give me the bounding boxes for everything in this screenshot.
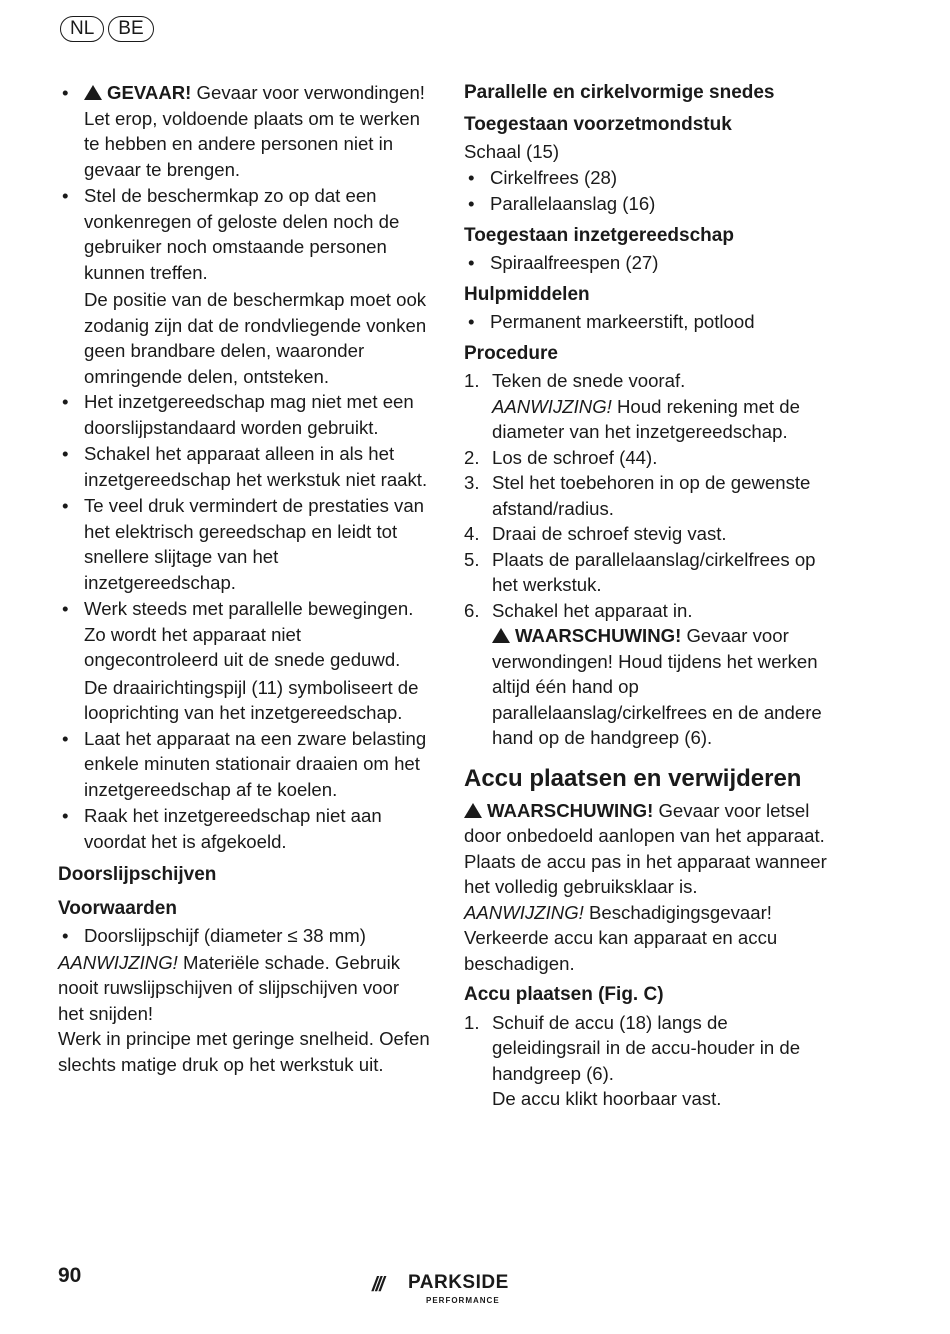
note-text: Beschadigingsgevaar! Verkeerde accu kan apparaat en accu beschadigen. — [464, 901, 778, 974]
step-number: 1. — [464, 1011, 480, 1033]
danger-label: GEVAAR! — [107, 82, 192, 103]
warning-triangle-icon — [492, 628, 510, 643]
heading-parallel: Parallelle en cirkelvormige snedes — [464, 82, 775, 103]
bullet-item — [464, 309, 836, 335]
parkside-logo — [372, 1272, 522, 1308]
logo-sub: PERFORMANCE — [426, 1296, 500, 1305]
bullet-text: Cirkelfrees (28) — [490, 166, 618, 188]
note-label: AANWIJZING! — [464, 901, 584, 923]
step-item — [464, 521, 836, 547]
bullet-item — [58, 183, 430, 285]
bullet-item — [58, 803, 430, 854]
heading-inzetgereedschap: Toegestaan inzetgereedschap — [464, 224, 734, 246]
note-text: Materiële schade. Gebruik nooit ruwslijpschijven of slijpschijven voor het snijden! — [58, 951, 401, 1024]
bullet-text: Te veel druk vermindert de prestaties van het elektrisch gereedschap en leidt tot snellere slijtage van het inzetgereedschap. — [84, 495, 425, 593]
bullet-item — [464, 250, 836, 276]
step-item — [464, 470, 836, 521]
warning-paragraph — [464, 798, 836, 900]
bullet-continuation: De positie van de beschermkap moet ook zodanig zijn dat de rondvliegende vonken geen brandbare delen, waaronder omringende delen, ontsteken. — [84, 289, 427, 387]
step-item — [464, 445, 836, 471]
heading-voorwaarden: Voorwaarden — [58, 897, 177, 919]
bullet-item — [58, 726, 430, 803]
logo-brand: PARKSIDE — [408, 1272, 509, 1293]
paragraph: Werk in principe met geringe snelheid. Oefen slechts matige druk op het werkstuk uit. — [58, 1028, 430, 1075]
note-label: AANWIJZING! — [492, 395, 612, 417]
bullet-continuation: De draairichtingspijl (11) symboliseert de looprichting van het inzetgereedschap. — [84, 676, 419, 723]
bullet-text: Raak het inzetgereedschap niet aan voordat het is afgekoeld. — [84, 805, 382, 852]
step-continuation: De accu klikt hoorbaar vast. — [492, 1088, 722, 1109]
bullet-text: Werk steeds met parallelle bewegingen. Zo wordt het apparaat niet ongecontroleerd uit de snede geduwd. — [84, 598, 414, 670]
bullet-text: Het inzetgereedschap mag niet met een doorslijpstandaard worden gebruikt. — [84, 391, 414, 438]
heading-accu-plaatsen: Accu plaatsen (Fig. C) — [464, 984, 664, 1005]
note-paragraph — [58, 950, 430, 1027]
step-text: Los de schroef (44). — [492, 446, 658, 468]
step-text: Plaats de parallelaanslag/cirkelfrees op het werkstuk. — [492, 548, 816, 595]
step-number: 1. — [464, 370, 480, 391]
lang-badge-be: BE — [108, 16, 153, 42]
logo-slashes: /// — [372, 1274, 383, 1296]
bullet-item — [58, 923, 430, 949]
heading-accu: Accu plaatsen en verwijderen — [464, 764, 802, 792]
language-badges — [60, 16, 154, 42]
step-text: Stel het toebehoren in op de gewenste afstand/radius. — [492, 472, 811, 519]
bullet-text: Permanent markeerstift, potlood — [490, 311, 755, 332]
heading-doorslijpschijven: Doorslijpschijven — [58, 864, 217, 885]
bullet-danger — [58, 80, 430, 182]
page-number: 90 — [58, 1264, 82, 1287]
bullet-text: Stel de beschermkap zo op dat een vonkenregen of geloste delen noch de gebruiker noch omstaande personen kunnen treffen. — [84, 185, 400, 283]
warning-text: Gevaar voor letsel door onbedoeld aanlopen van het apparaat. Plaats de accu pas in het apparaat wanneer het volledig gebruiksklaar is. — [464, 799, 827, 897]
step-item — [464, 1010, 836, 1112]
warning-text: Gevaar voor verwondingen! Houd tijdens het werken altijd één hand op parallelaanslag/cirkelfrees en de andere hand op de handgreep (6). — [492, 625, 822, 748]
step-item — [464, 368, 836, 445]
warning-label: WAARSCHUWING! — [487, 799, 654, 821]
bullet-item — [464, 191, 836, 217]
heading-hulpmiddelen: Hulpmiddelen — [464, 283, 590, 305]
bullet-item — [464, 165, 836, 191]
step-text: Teken de snede vooraf. — [492, 370, 686, 391]
step-text: Schuif de accu (18) langs de geleidingsrail in de accu-houder in de handgreep (6). — [492, 1011, 801, 1084]
bullet-item — [58, 441, 430, 492]
paragraph: Schaal (15) — [464, 141, 560, 162]
bullet-text: Doorslijpschijf (diameter ≤ 38 mm) — [84, 925, 366, 946]
bullet-item — [58, 596, 430, 673]
step-text: Draai de schroef stevig vast. — [492, 523, 727, 544]
note-paragraph — [464, 900, 836, 977]
note-text: Houd rekening met de diameter van het inzetgereedschap. — [492, 395, 800, 442]
bullet-text: Spiraalfreespen (27) — [490, 252, 659, 273]
step-number: 6. — [464, 599, 480, 621]
step-number: 3. — [464, 472, 480, 493]
step-number: 5. — [464, 548, 480, 570]
note-label: AANWIJZING! — [58, 951, 178, 973]
bullet-item — [58, 493, 430, 595]
lang-badge-nl: NL — [60, 16, 104, 42]
bullet-text: Laat het apparaat na een zware belasting enkele minuten stationair draaien om het inzetgereedschap af te koelen. — [84, 727, 427, 800]
heading-procedure: Procedure — [464, 342, 558, 364]
step-number: 2. — [464, 446, 480, 468]
bullet-item — [58, 389, 430, 440]
left-column — [58, 80, 430, 1077]
step-item — [464, 547, 836, 598]
warning-triangle-icon — [84, 85, 102, 100]
step-number: 4. — [464, 523, 480, 544]
bullet-text: Gevaar voor verwondingen! Let erop, voldoende plaats om te werken te hebben en andere personen niet in gevaar te brengen. — [84, 82, 425, 180]
heading-voorzetmondstuk: Toegestaan voorzetmondstuk — [464, 113, 732, 135]
bullet-text: Schakel het apparaat alleen in als het inzetgereedschap het werkstuk niet raakt. — [84, 443, 428, 490]
step-item — [464, 598, 836, 751]
bullet-text: Parallelaanslag (16) — [490, 193, 656, 214]
warning-triangle-icon — [464, 803, 482, 818]
right-column — [464, 80, 836, 1112]
step-text: Schakel het apparaat in. — [492, 599, 693, 621]
warning-label: WAARSCHUWING! — [515, 625, 682, 646]
